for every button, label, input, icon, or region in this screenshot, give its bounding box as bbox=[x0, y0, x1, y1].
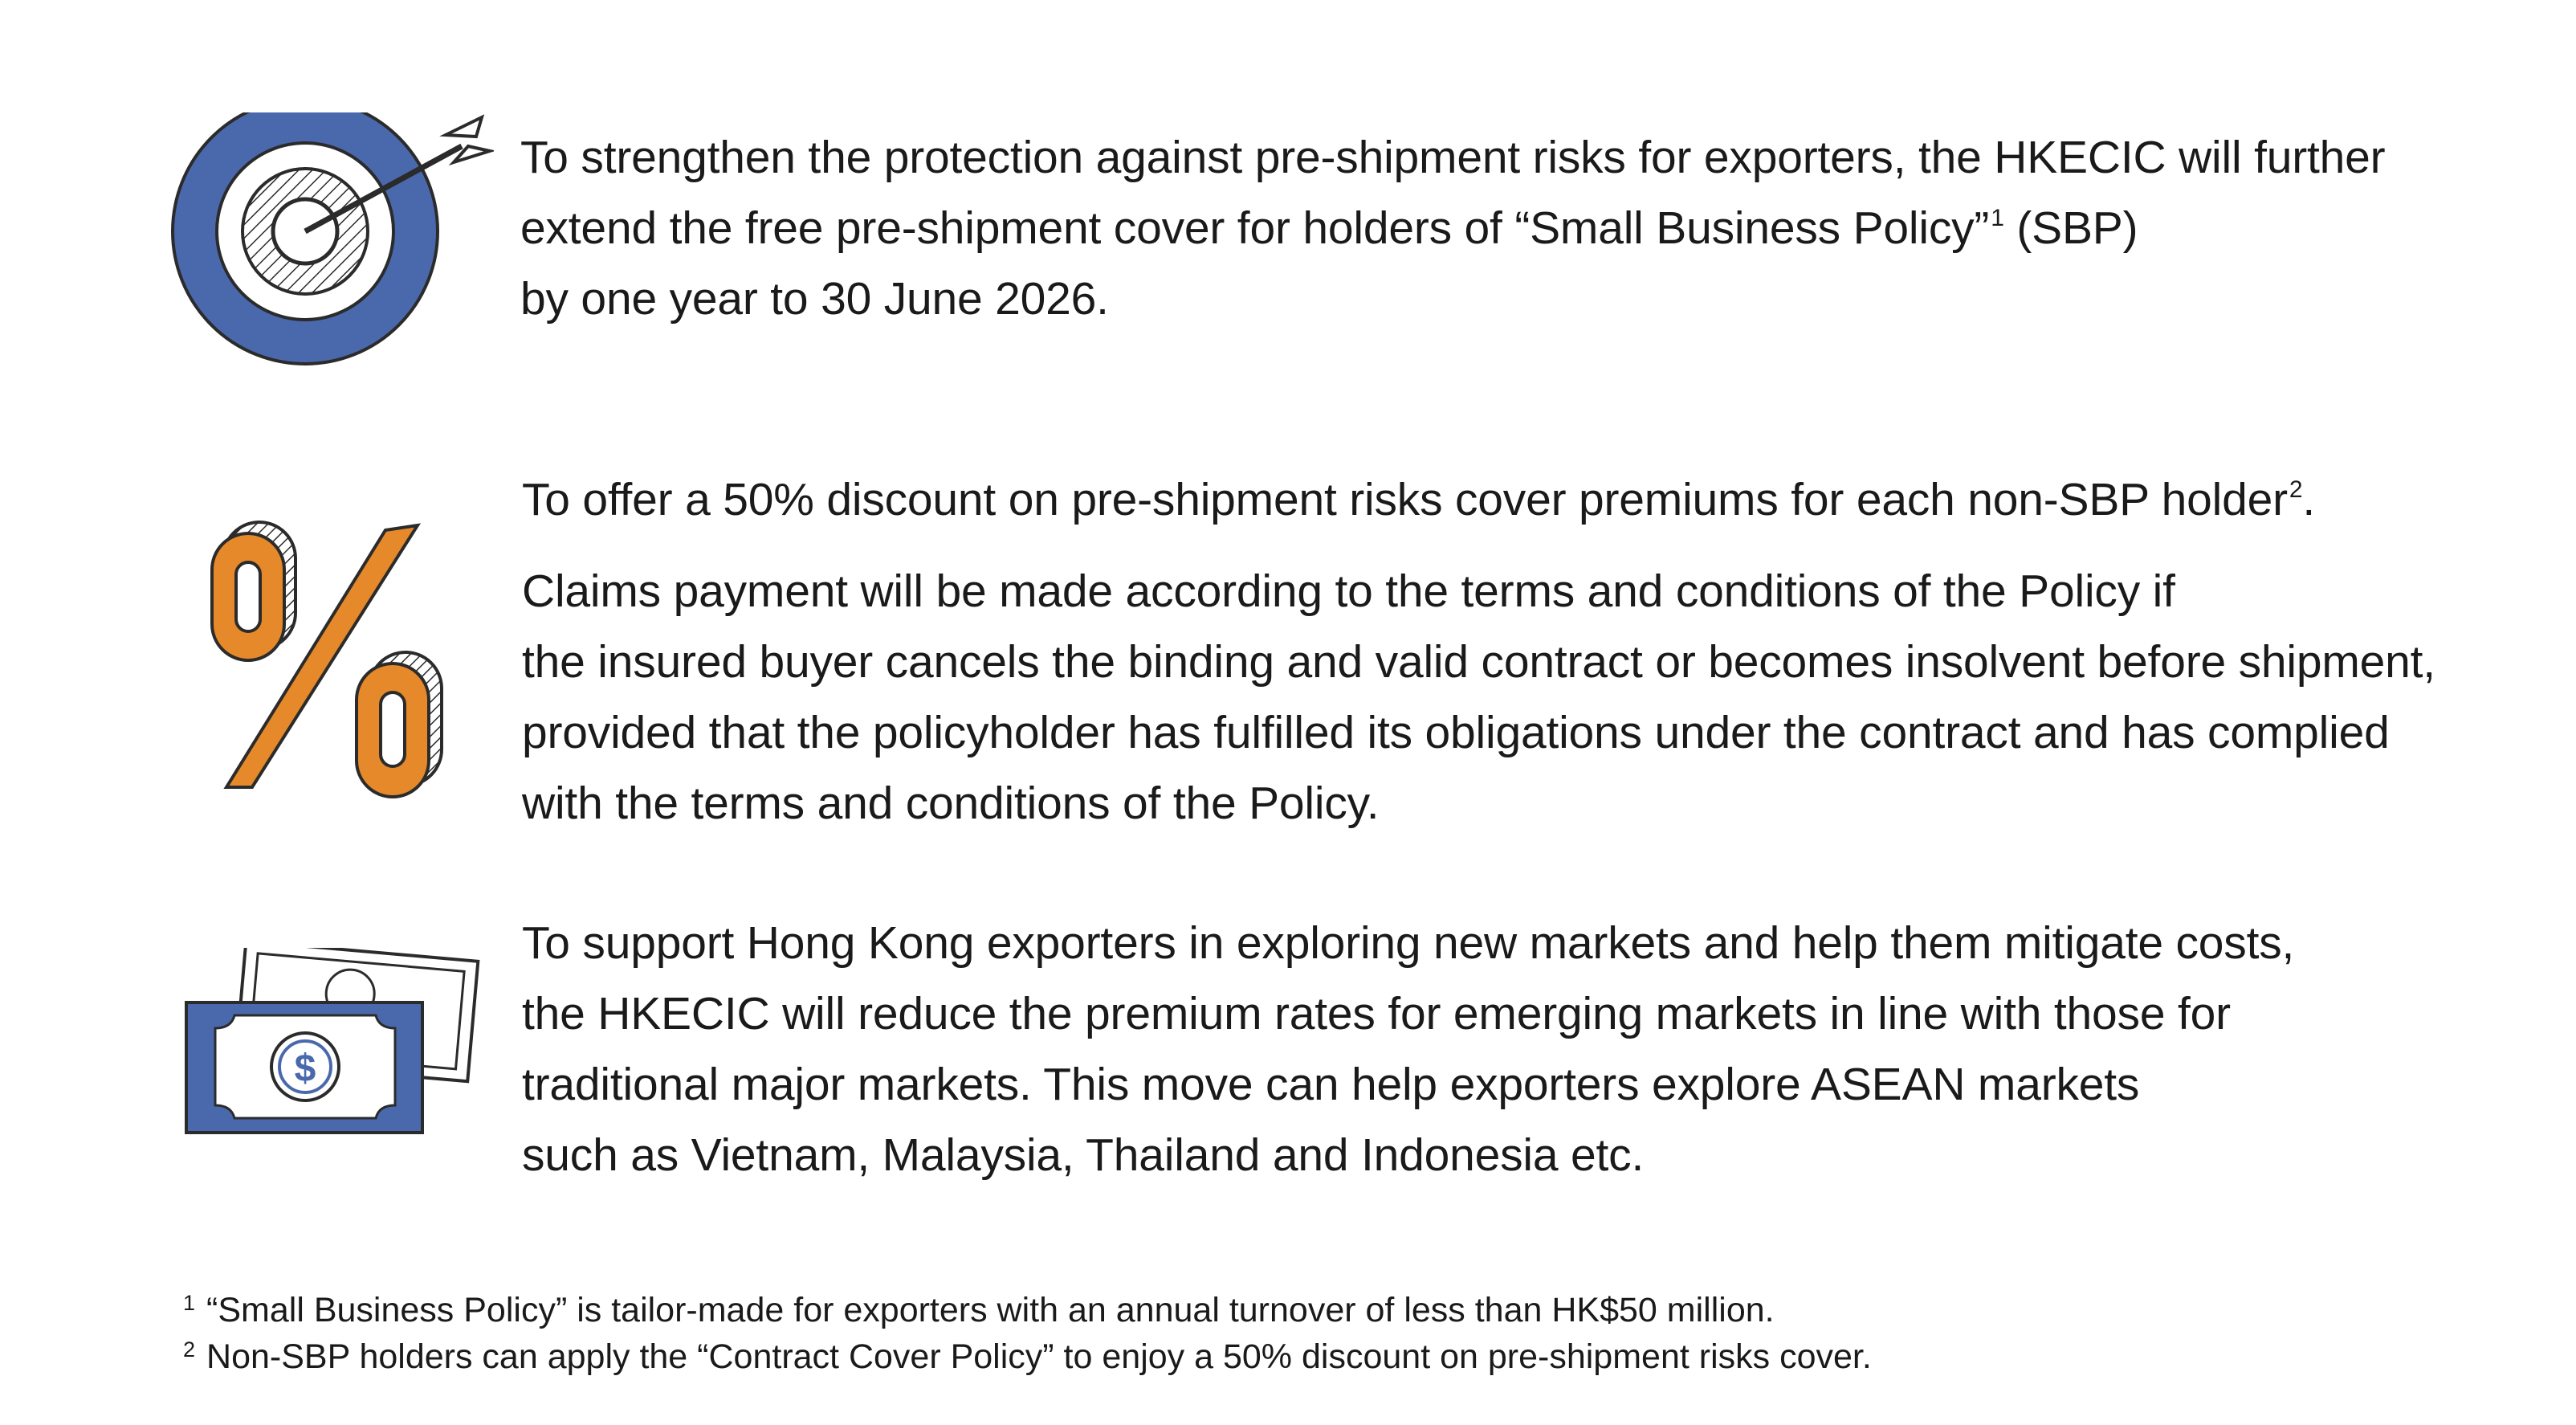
footnote-text: “Small Business Policy” is tailor-made for exporters with an annual turnover of less than HK$50 million. bbox=[206, 1291, 1775, 1329]
text-line: the HKECIC will reduce the premium rates for emerging markets in line with those for bbox=[522, 988, 2231, 1039]
text-line: To offer a 50% discount on pre-shipment risks cover premiums for each non-SBP holder$^2$. bbox=[522, 474, 2315, 525]
text-line: To strengthen the protection against pre-shipment risks for exporters, the HKECIC will further bbox=[520, 132, 2386, 183]
footnote-2 bbox=[183, 1333, 1872, 1384]
text-line: To support Hong Kong exporters in exploring new markets and help them mitigate costs, bbox=[522, 917, 2295, 969]
footnote-number: 2 bbox=[183, 1337, 196, 1362]
text-line: extend the free pre-shipment cover for holders of “Small Business Policy”$^1$ (SBP) bbox=[520, 202, 2138, 254]
text-line: Claims payment will be made according to the terms and conditions of the Policy if bbox=[522, 566, 2175, 617]
item-money-text bbox=[522, 908, 2294, 1190]
text-line: provided that the policyholder has fulfilled its obligations under the contract and has complied bbox=[522, 707, 2390, 758]
text-line: by one year to 30 June 2026. bbox=[520, 273, 1109, 325]
text-line: such as Vietnam, Malaysia, Thailand and Indonesia etc. bbox=[522, 1129, 1645, 1181]
footnote-number: 1 bbox=[183, 1291, 196, 1315]
percent-icon bbox=[209, 514, 450, 803]
target-icon bbox=[165, 112, 494, 386]
footnote-ref: 2 bbox=[2289, 476, 2303, 503]
footnote-ref: 1 bbox=[1991, 205, 2004, 231]
money-bills-icon bbox=[183, 948, 480, 1141]
item-percent-text bbox=[522, 464, 2435, 839]
footnote-text: Non-SBP holders can apply the “Contract Cover Policy” to enjoy a 50% discount on pre-shipment risks cover. bbox=[206, 1337, 1872, 1376]
text-line: the insured buyer cancels the binding and valid contract or becomes insolvent before shipment, bbox=[522, 636, 2435, 688]
item-target-text bbox=[520, 122, 2385, 334]
text-line: with the terms and conditions of the Policy. bbox=[522, 778, 1380, 829]
svg-text:$: $ bbox=[294, 1047, 316, 1090]
text-line: traditional major markets. This move can help exporters explore ASEAN markets bbox=[522, 1059, 2140, 1110]
footnote-1 bbox=[183, 1287, 1775, 1337]
